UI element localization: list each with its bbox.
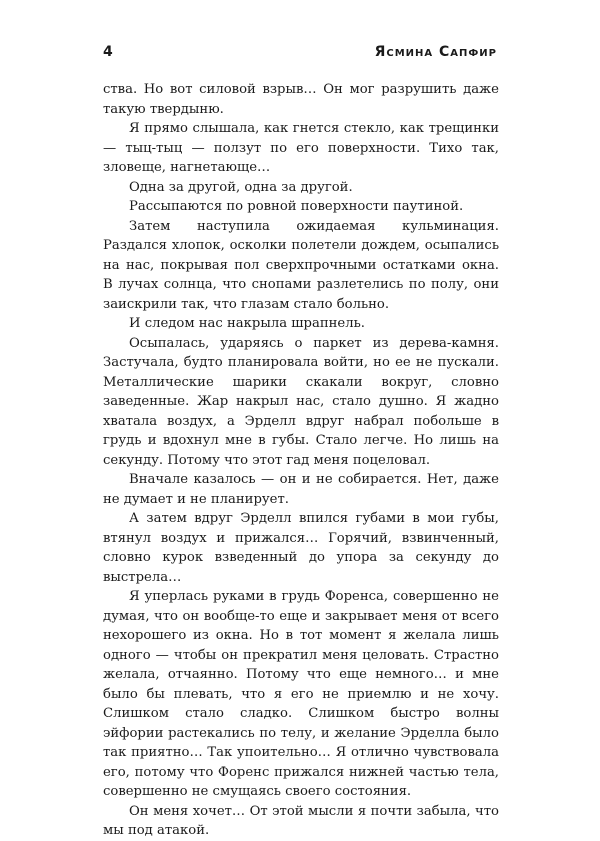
paragraph: Он меня хочет… От этой мысли я почти забыла, что мы под атакой. [103, 803, 499, 838]
page-number: 4 [103, 44, 113, 60]
paragraph: Одна за другой, одна за другой. [129, 179, 353, 195]
paragraph: Рассыпаются по ровной поверхности паутиной. [129, 199, 464, 214]
body-text [103, 80, 499, 841]
paragraph: Я прямо слышала, как гнется стекло, как трещинки — тыц-тыц — ползут по его поверхности. Тихо так, зловеще, нагнетающе… [103, 121, 499, 175]
paragraph: Осыпалась, ударяясь о паркет из дерева-камня. Застучала, будто планировала войти, но ее не пускали. Металлические шарики скакали вокруг, словно заведенные. Жар накрыл нас, стало душно. Я жадно хватала воздух, а Эрделл вдруг набрал побольше в грудь и вдохнул мне в губы. Стало легче. Но лишь на секунду. Потому что этот гад меня поцеловал. [103, 335, 499, 468]
paragraph: А затем вдруг Эрделл впился губами в мои губы, втянул воздух и прижался… Горячий, взвинченный, словно курок взведенный до упора за секунду до выстрела… [103, 511, 499, 585]
paragraph: Вначале казалось — он и не собирается. Нет, даже не думает и не планирует. [103, 472, 499, 507]
paragraph: И следом нас накрыла шрапнель. [129, 316, 365, 331]
running-title: Ясмина Сапфир [374, 44, 497, 60]
paragraph: Затем наступила ожидаемая кульминация. Раздался хлопок, осколки полетели дождем, осыпались на нас, покрывая пол сверхпрочными остатками окна. В лучах солнца, что снопами разлетелись по полу, они заискрили так, что глазам стало больно. [103, 218, 499, 312]
paragraph: ства. Но вот силовой взрыв… Он мог разрушить даже такую твердыню. [103, 82, 499, 117]
paragraph: Я уперлась руками в грудь Форенса, совершенно не думая, что он вообще-то еще и закрывает меня от всего нехорошего из окна. Но в тот момент я желала лишь одного — чтобы он прекратил меня целовать. Страстно желала, отчаянно. Потому что еще немного… и мне было бы плевать, что я его не приемлю и не хочу. Слишком стало сладко. Слишком быстро волны эйфории растекались по телу, и желание Эрделла было так приятно… Так упоительно… Я отлично чувствовала его, потому что Форенс прижался нижней частью тела, совершенно не смущаясь своего состояния. [103, 589, 499, 799]
page-header [103, 44, 497, 64]
